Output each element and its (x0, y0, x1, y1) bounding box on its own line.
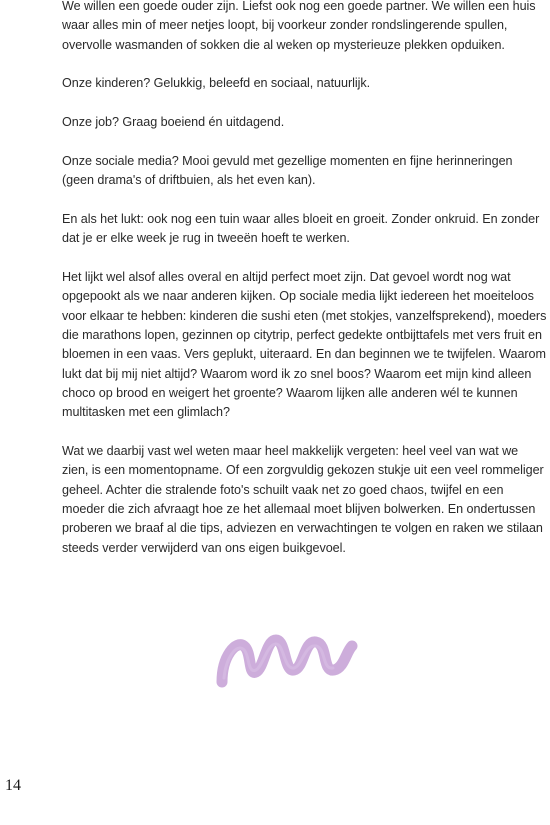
squiggle-decoration-icon (212, 626, 362, 692)
paragraph-garden: En als het lukt: ook nog een tuin waar alles bloeit en groeit. Zonder onkruid. En zonder dat je er elke week je rug in tweeën hoeft te werken. (62, 212, 540, 246)
paragraph-social-media: Onze sociale media? Mooi gevuld met gezellige momenten en fijne herinneringen (geen drama's of driftbuien, als het even kan). (62, 153, 513, 188)
paragraph-snapshot: Wat we daarbij vast wel weten maar heel makkelijk vergeten: heel veel van wat we zien, is een momentopname. Of een zorgvuldig gekozen stukje uit een veel rommeliger geheel. Achter die stralende foto's schuilt vaak net zo goed chaos, twijfel en een moeder die zich afvraagt hoe ze het allemaal moet blijven bolwerken. En ondertussen proberen we braaf al die tips, adviezen en verwachtingen te volgen en raken we stilaan steeds verder verwijderd van ons eigen buikgevoel. (62, 444, 544, 555)
paragraph-children: Onze kinderen? Gelukkig, beleefd en sociaal, natuurlijk. (62, 76, 371, 91)
paragraph-ideal-family: We willen een goede ouder zijn. Liefst ook nog een goede partner. We willen een huis waar alles min of meer netjes loopt, bij voorkeur zonder rondslingerende spullen, overvolle wasmanden of sokken die al weken op mysterieuze plekken opduiken. (62, 0, 536, 52)
body-text (62, 0, 547, 577)
paragraph-job: Onze job? Graag boeiend én uitdagend. (62, 115, 285, 130)
paragraph-perfection: Het lijkt wel alsof alles overal en altijd perfect moet zijn. Dat gevoel wordt nog wat opgepookt als we naar anderen kijken. Op sociale media lijkt iedereen het moeiteloos voor elkaar te hebben: kinderen die sushi eten (met stokjes, vanzelfsprekend), moeders die marathons lopen, gezinnen op citytrip, perfect gedekte ontbijttafels met vers fruit en bloemen in een vaas. Vers geplukt, uiteraard. En dan beginnen we te twijfelen. Waarom lukt dat bij mij niet altijd? Waarom word ik zo snel boos? Waarom eet mijn kind alleen choco op brood en weigert het groente? Waarom lijken alle anderen wél te kunnen multitasken met een glimlach? (62, 270, 547, 420)
page-number: 14 (5, 777, 21, 794)
